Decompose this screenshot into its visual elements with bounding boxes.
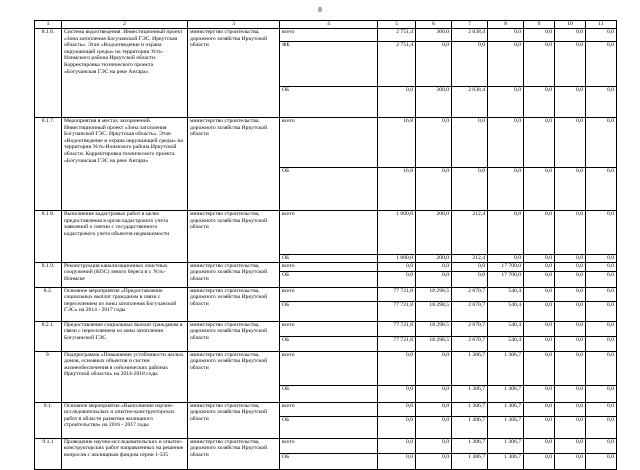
row-description: Предоставление социальных выплат гражданам в связи с переселением из зоны затопления Богучанской ГЭС bbox=[62, 321, 188, 351]
row-description: Выполнение кадастровых работ в целях предоставления в орган кадастрового учета заявлений о снятии с государственного кадастрового учета объектов недвижимости bbox=[62, 211, 188, 263]
value-cell: 0,0 bbox=[586, 453, 617, 469]
value-cell: 0,0 bbox=[586, 438, 617, 453]
value-cell: 0,0 bbox=[416, 271, 452, 287]
row-description: Основное мероприятие «Выполнение научно-исследовательских и опытно-конструкторских работ в области развития жилищного строительства» на 2016 - 2017 годы bbox=[62, 402, 188, 438]
value-cell: 0,0 bbox=[416, 262, 452, 271]
value-cell: 1 306,7 bbox=[488, 416, 524, 438]
value-cell: 0,0 bbox=[586, 262, 617, 271]
funding-source: всего bbox=[280, 118, 378, 168]
row-description: Проведение научно-исследовательских и опытно-конструкторских работ направленных на решение вопросов с жилищным фондом серии 1-335 bbox=[62, 438, 188, 469]
value-cell: 0,0 bbox=[555, 351, 586, 385]
value-cell: 0,0 bbox=[586, 42, 617, 87]
funding-source: ОБ bbox=[280, 385, 378, 402]
value-cell: 0,0 bbox=[586, 385, 617, 402]
value-cell: 1 306,7 bbox=[452, 453, 488, 469]
value-cell: 0,0 bbox=[378, 87, 416, 118]
value-cell: 0,0 bbox=[555, 87, 586, 118]
header-cell: 7 bbox=[452, 21, 488, 29]
value-cell: 1 306,7 bbox=[452, 402, 488, 416]
funding-source: ОБ bbox=[280, 255, 378, 263]
row-organization: министерство строительства, дорожного хозяйства Иркутской области bbox=[188, 351, 280, 402]
value-cell: 77 721,8 bbox=[378, 301, 416, 321]
value-cell: 300,0 bbox=[416, 29, 452, 42]
value-cell: 0,0 bbox=[524, 402, 555, 416]
funding-source: ОБ bbox=[280, 453, 378, 469]
value-cell: 300,0 bbox=[416, 87, 452, 118]
funding-source: ОБ bbox=[280, 301, 378, 321]
value-cell: 0,0 bbox=[416, 416, 452, 438]
header-cell: 6 bbox=[416, 21, 452, 29]
value-cell: 0,0 bbox=[488, 29, 524, 42]
value-cell: 0,0 bbox=[555, 336, 586, 351]
table-row bbox=[35, 438, 617, 453]
value-cell: 212,4 bbox=[452, 255, 488, 263]
value-cell: 16,8 bbox=[378, 118, 416, 168]
funding-source: всего bbox=[280, 211, 378, 255]
value-cell: 0,0 bbox=[524, 336, 555, 351]
value-cell: 0,0 bbox=[586, 271, 617, 287]
value-cell: 0,0 bbox=[555, 118, 586, 168]
value-cell: 0,0 bbox=[586, 118, 617, 168]
value-cell: 212,4 bbox=[452, 211, 488, 255]
row-code: 8.1.7. bbox=[35, 118, 62, 211]
value-cell: 0,0 bbox=[524, 42, 555, 87]
value-cell: 0,0 bbox=[488, 211, 524, 255]
page-number: 8 bbox=[318, 6, 322, 14]
row-code: 8.1.9. bbox=[35, 262, 62, 287]
value-cell: 0,0 bbox=[586, 29, 617, 42]
value-cell: 0,0 bbox=[524, 255, 555, 263]
value-cell: 0,0 bbox=[586, 255, 617, 263]
funding-source: всего bbox=[280, 321, 378, 336]
header-cell: 8 bbox=[488, 21, 524, 29]
value-cell: 0,0 bbox=[586, 402, 617, 416]
value-cell: 200,0 bbox=[416, 211, 452, 255]
row-organization: министерство строительства, дорожного хозяйства Иркутской области bbox=[188, 402, 280, 438]
header-row bbox=[35, 21, 617, 29]
funding-source: всего bbox=[280, 351, 378, 385]
value-cell: 0,0 bbox=[378, 262, 416, 271]
header-cell: 2 bbox=[62, 21, 188, 29]
value-cell: 540,4 bbox=[488, 301, 524, 321]
value-cell: 0,0 bbox=[555, 416, 586, 438]
value-cell: 0,0 bbox=[555, 42, 586, 87]
funding-source: ОБ bbox=[280, 87, 378, 118]
value-cell: 77 721,8 bbox=[378, 321, 416, 336]
value-cell: 0,0 bbox=[555, 255, 586, 263]
value-cell: 2 670,7 bbox=[452, 301, 488, 321]
header-cell: 3 bbox=[188, 21, 280, 29]
value-cell: 2 751,4 bbox=[378, 42, 416, 87]
value-cell: 1 306,7 bbox=[488, 402, 524, 416]
value-cell: 0,0 bbox=[488, 255, 524, 263]
value-cell: 0,0 bbox=[555, 402, 586, 416]
value-cell: 0,0 bbox=[378, 402, 416, 416]
program-table bbox=[34, 20, 617, 470]
row-description: Подпрограмма «Повышение устойчивости жилых домов, основных объектов и систем жизнеобеспечения в сейсмических районах Иркутской области» на 2014-2018 годы bbox=[62, 351, 188, 402]
value-cell: 0,0 bbox=[586, 336, 617, 351]
funding-source: всего bbox=[280, 402, 378, 416]
row-organization: министерство строительства, дорожного хозяйства Иркутской области bbox=[188, 321, 280, 351]
value-cell: 0,0 bbox=[416, 168, 452, 211]
value-cell: 0,0 bbox=[452, 168, 488, 211]
value-cell: 1 000,0 bbox=[378, 211, 416, 255]
row-organization: министерство строительства, дорожного хозяйства Иркутской области bbox=[188, 118, 280, 211]
header-cell: 5 bbox=[378, 21, 416, 29]
value-cell: 0,0 bbox=[416, 385, 452, 402]
value-cell: 540,4 bbox=[488, 287, 524, 301]
value-cell: 0,0 bbox=[555, 438, 586, 453]
value-cell: 200,0 bbox=[416, 255, 452, 263]
funding-source: всего bbox=[280, 438, 378, 453]
value-cell: 0,0 bbox=[378, 438, 416, 453]
value-cell: 0,0 bbox=[524, 87, 555, 118]
value-cell: 0,0 bbox=[586, 211, 617, 255]
value-cell: 2 670,7 bbox=[452, 336, 488, 351]
header-cell: 11 bbox=[586, 21, 617, 29]
value-cell: 0,0 bbox=[488, 42, 524, 87]
value-cell: 16,8 bbox=[378, 168, 416, 211]
value-cell: 2 670,7 bbox=[452, 321, 488, 336]
value-cell: 0,0 bbox=[416, 453, 452, 469]
value-cell: 0,0 bbox=[555, 168, 586, 211]
value-cell: 0,0 bbox=[555, 385, 586, 402]
value-cell: 0,0 bbox=[524, 168, 555, 211]
value-cell: 1 306,7 bbox=[452, 438, 488, 453]
value-cell: 0,0 bbox=[524, 351, 555, 385]
value-cell: 0,0 bbox=[524, 262, 555, 271]
header-cell: 1 bbox=[35, 21, 62, 29]
table-row bbox=[35, 29, 617, 42]
value-cell: 540,4 bbox=[488, 321, 524, 336]
value-cell: 77 721,8 bbox=[378, 336, 416, 351]
value-cell: 0,0 bbox=[555, 453, 586, 469]
header-cell: 4 bbox=[280, 21, 378, 29]
value-cell: 0,0 bbox=[378, 453, 416, 469]
value-cell: 18 298,5 bbox=[416, 336, 452, 351]
value-cell: 0,0 bbox=[378, 271, 416, 287]
row-code: 9.1. bbox=[35, 402, 62, 438]
value-cell: 1 306,7 bbox=[488, 385, 524, 402]
row-organization: министерство строительства, дорожного хозяйства Иркутской области bbox=[188, 29, 280, 118]
value-cell: 0,0 bbox=[416, 402, 452, 416]
value-cell: 1 000,0 bbox=[378, 255, 416, 263]
value-cell: 17 700,0 bbox=[488, 271, 524, 287]
value-cell: 1 306,7 bbox=[488, 453, 524, 469]
value-cell: 0,0 bbox=[452, 262, 488, 271]
table-row bbox=[35, 351, 617, 385]
value-cell: 0,0 bbox=[416, 42, 452, 87]
row-code: 9. bbox=[35, 351, 62, 402]
value-cell: 0,0 bbox=[524, 385, 555, 402]
value-cell: 0,0 bbox=[524, 301, 555, 321]
row-description: Система водоотведения. Инвестиционный проект «Зона затопления Богучанской ГЭС. Иркутская область». Этап «Водоотведение и охрана окружающей среды» на территории Усть-Илимского района Иркутской области. Корректировка технического проекта «Богучанская ГЭС на реке Ангара» bbox=[62, 29, 188, 118]
value-cell: 0,0 bbox=[524, 438, 555, 453]
value-cell: 0,0 bbox=[452, 118, 488, 168]
row-code: 8.2. bbox=[35, 287, 62, 321]
value-cell: 0,0 bbox=[586, 87, 617, 118]
value-cell: 0,0 bbox=[378, 416, 416, 438]
row-code: 8.1.8. bbox=[35, 211, 62, 263]
row-description: Мероприятия в местах захоронений. Инвестиционный проект «Зона затопления Богучанской ГЭС. Иркутская область». Этап «Водоотведение и охрана окружающей среды» на территории Усть-Илимского района Иркутской области. Корректировка технического проекта «Богучанская ГЭС на реке Ангара» bbox=[62, 118, 188, 211]
value-cell: 0,0 bbox=[586, 301, 617, 321]
value-cell: 540,4 bbox=[488, 336, 524, 351]
value-cell: 0,0 bbox=[586, 287, 617, 301]
value-cell: 17 700,0 bbox=[488, 262, 524, 271]
value-cell: 0,0 bbox=[416, 118, 452, 168]
value-cell: 0,0 bbox=[452, 42, 488, 87]
value-cell: 0,0 bbox=[524, 29, 555, 42]
value-cell: 0,0 bbox=[555, 271, 586, 287]
value-cell: 0,0 bbox=[555, 301, 586, 321]
value-cell: 0,0 bbox=[524, 287, 555, 301]
value-cell: 18 298,5 bbox=[416, 301, 452, 321]
value-cell: 0,0 bbox=[586, 351, 617, 385]
value-cell: 0,0 bbox=[416, 351, 452, 385]
value-cell: 1 306,7 bbox=[452, 351, 488, 385]
table-row bbox=[35, 321, 617, 336]
row-code: 9.1.1 bbox=[35, 438, 62, 469]
value-cell: 77 721,8 bbox=[378, 287, 416, 301]
value-cell: 0,0 bbox=[555, 211, 586, 255]
value-cell: 1 306,7 bbox=[452, 416, 488, 438]
value-cell: 1 306,7 bbox=[488, 438, 524, 453]
value-cell: 0,0 bbox=[586, 168, 617, 211]
table-row bbox=[35, 118, 617, 168]
table-row bbox=[35, 402, 617, 416]
header-cell: 10 bbox=[555, 21, 586, 29]
funding-source: ОБ bbox=[280, 416, 378, 438]
row-description: Реконструкция канализационных очистных сооружений (КОС) левого берега в г. Усть-Илимске bbox=[62, 262, 188, 287]
table-row bbox=[35, 287, 617, 301]
value-cell: 0,0 bbox=[378, 385, 416, 402]
value-cell: 0,0 bbox=[416, 438, 452, 453]
funding-source: ОБ bbox=[280, 271, 378, 287]
row-organization: министерство строительства, дорожного хозяйства Иркутской области bbox=[188, 211, 280, 263]
value-cell: 0,0 bbox=[586, 321, 617, 336]
value-cell: 0,0 bbox=[488, 168, 524, 211]
row-description: Основное мероприятие «Предоставление социальных выплат гражданам в связи с переселением из зоны затопления Богучанской ГЭС» на 2014 - 2017 годы bbox=[62, 287, 188, 321]
funding-source: всего bbox=[280, 262, 378, 271]
row-organization: министерство строительства, дорожного хозяйства Иркутской области bbox=[188, 287, 280, 321]
value-cell: 2 038,4 bbox=[452, 87, 488, 118]
value-cell: 2 038,4 bbox=[452, 29, 488, 42]
value-cell: 0,0 bbox=[524, 453, 555, 469]
funding-source: всего bbox=[280, 29, 378, 42]
value-cell: 0,0 bbox=[488, 118, 524, 168]
value-cell: 1 306,7 bbox=[488, 351, 524, 385]
value-cell: 0,0 bbox=[524, 416, 555, 438]
value-cell: 1 306,7 bbox=[452, 385, 488, 402]
value-cell: 0,0 bbox=[452, 271, 488, 287]
value-cell: 0,0 bbox=[586, 416, 617, 438]
value-cell: 18 298,5 bbox=[416, 321, 452, 336]
value-cell: 0,0 bbox=[524, 118, 555, 168]
table-row bbox=[35, 211, 617, 255]
row-code: 8.1.6. bbox=[35, 29, 62, 118]
funding-source: ОБ bbox=[280, 168, 378, 211]
value-cell: 0,0 bbox=[524, 271, 555, 287]
row-code: 8.2.1. bbox=[35, 321, 62, 351]
value-cell: 18 298,5 bbox=[416, 287, 452, 301]
funding-source: ФБ bbox=[280, 42, 378, 87]
table-row bbox=[35, 262, 617, 271]
value-cell: 0,0 bbox=[524, 211, 555, 255]
value-cell: 2 670,7 bbox=[452, 287, 488, 301]
header-cell: 9 bbox=[524, 21, 555, 29]
value-cell: 0,0 bbox=[555, 321, 586, 336]
value-cell: 0,0 bbox=[524, 321, 555, 336]
value-cell: 0,0 bbox=[555, 287, 586, 301]
funding-source: ОБ bbox=[280, 336, 378, 351]
value-cell: 0,0 bbox=[488, 87, 524, 118]
row-organization: министерство строительства, дорожного хозяйства Иркутской области bbox=[188, 262, 280, 287]
row-organization: министерство строительства, дорожного хозяйства Иркутской области bbox=[188, 438, 280, 469]
value-cell: 0,0 bbox=[555, 29, 586, 42]
value-cell: 2 751,4 bbox=[378, 29, 416, 42]
value-cell: 0,0 bbox=[378, 351, 416, 385]
funding-source: всего bbox=[280, 287, 378, 301]
value-cell: 0,0 bbox=[555, 262, 586, 271]
